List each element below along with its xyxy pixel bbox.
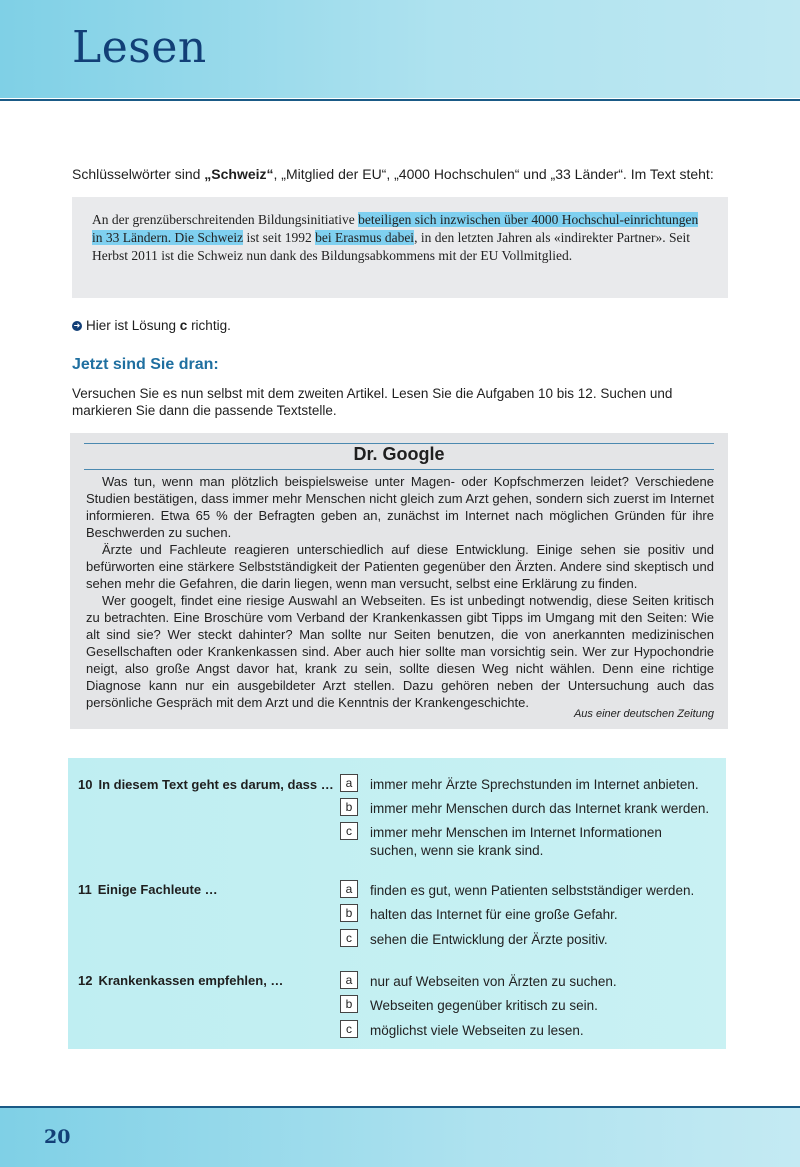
solution-prefix: Hier ist Lösung (86, 318, 180, 333)
option-text: immer mehr Ärzte Sprechstunden im Internet anbieten. (370, 777, 699, 792)
article-rule (84, 469, 714, 470)
header-band (0, 0, 800, 98)
option-text: halten das Internet für eine große Gefahr. (370, 907, 618, 922)
option-checkbox[interactable]: a (340, 880, 358, 898)
task-number: 12 (78, 973, 93, 988)
header-divider (0, 99, 800, 101)
task-box (68, 758, 726, 1049)
option-text: nur auf Webseiten von Ärzten zu suchen. (370, 974, 617, 989)
quote-box (72, 197, 728, 298)
article-paragraph: Wer googelt, findet eine riesige Auswahl an Webseiten. Es ist unbedingt notwendig, diese Seiten kritisch zu betrachten. Eine Broschüre vom Verband der Krankenkassen gibt Tipps im Umgang mit den Seiten: Wie alt sind sie? Wer steckt dahinter? Man sollte nur Seiten benutzen, die von anerkannten medizinischen Gesellschaften oder Krankenkassen sind. Aber auch hier sollte man vorsichtig sein. Wer zur Hypochondrie neigt, also große Angst davor hat, krank zu sein, sollte diesen Weg nicht wählen. Denn eine richtige Diagnose kann nur ein ausgebildeter Arzt stellen. Dazu gehören neben der Untersuchung auch das persönliche Gespräch mit dem Arzt und die Kenntnis der Krankengeschichte. (86, 593, 714, 710)
quote-highlight: beteiligen sich inzwischen über 4000 Hochschul-einrichtungen in 33 Ländern. Die Schweiz (92, 212, 699, 245)
option-checkbox[interactable]: b (340, 904, 358, 922)
solution-line (72, 318, 231, 333)
arrow-right-icon: ➜ (73, 321, 81, 331)
task-question-text: Krankenkassen empfehlen, … (98, 973, 284, 988)
option-text: immer mehr Menschen im Internet Informationen suchen, wenn sie krank sind. (370, 825, 662, 858)
article-title: Dr. Google (353, 444, 445, 464)
page-title: Lesen (72, 22, 207, 73)
quote-part: , in den letzten Jahren als «indirekter Partner». Seit Herbst 2011 ist die Schweiz nun dank des Bildungsabkommens mit der EU Vollmitglied. (92, 230, 690, 263)
article-body (86, 473, 714, 711)
option-checkbox[interactable]: c (340, 929, 358, 947)
option-checkbox[interactable]: c (340, 822, 358, 840)
section-heading: Jetzt sind Sie dran: (72, 356, 219, 373)
quote-part: ist seit 1992 (243, 230, 316, 245)
solution-suffix: richtig. (187, 318, 231, 333)
task-question (78, 973, 338, 988)
task-question-text: In diesem Text geht es darum, dass … (98, 777, 334, 792)
article-paragraph: Ärzte und Fachleute reagieren unterschiedlich auf diese Entwicklung. Einige sehen sie positiv und befürworten eine stärkere Selbstständigkeit der Patienten gegenüber den Ärzten. Andere sind skeptisch und sehen mehr die Gefahren, die darin liegen, wenn man versucht, selbst eine Erklärung zu finden. (86, 542, 714, 591)
option-text: immer mehr Menschen durch das Internet krank werden. (370, 801, 710, 816)
article-source: Aus einer deutschen Zeitung (573, 708, 714, 720)
quote-part: An der grenzüberschreitenden Bildungsinitiative (92, 212, 359, 227)
option-checkbox[interactable]: a (340, 971, 358, 989)
intro-prefix: Schlüsselwörter sind (72, 166, 205, 182)
option-checkbox[interactable]: a (340, 774, 358, 792)
article-box (70, 433, 728, 729)
intro-text (72, 165, 752, 183)
quote-highlight: bei Erasmus dabei (315, 230, 415, 245)
option-text: sehen die Entwicklung der Ärzte positiv. (370, 932, 608, 947)
footer-band (0, 1108, 800, 1167)
task-number: 11 (78, 882, 92, 897)
option-text: möglichst viele Webseiten zu lesen. (370, 1023, 584, 1038)
option-text: Webseiten gegenüber kritisch zu sein. (370, 998, 598, 1013)
quote-text (92, 211, 708, 265)
intro-keyword: „Schweiz“ (204, 166, 274, 182)
task-question (78, 882, 338, 897)
article-paragraph: Was tun, wenn man plötzlich beispielsweise unter Magen- oder Kopfschmerzen leidet? Verschiedene Studien bestätigen, dass immer mehr Menschen nicht gleich zum Arzt gehen, sondern sich zuerst im Internet informieren. Etwa 65 % der Befragten geben an, zunächst im Internet nach möglichen Gründen für ihre Beschwerden zu suchen. (86, 474, 714, 540)
option-checkbox[interactable]: b (340, 995, 358, 1013)
task-number: 10 (78, 777, 93, 792)
intro-rest: , „Mitglied der EU“, „4000 Hochschulen“ und „33 Länder“. Im Text steht: (273, 166, 714, 182)
option-checkbox[interactable]: b (340, 798, 358, 816)
task-question (78, 777, 338, 792)
page-number: 20 (44, 1126, 71, 1148)
task-question-text: Einige Fachleute … (97, 882, 218, 897)
option-text: finden es gut, wenn Patienten selbstständiger werden. (370, 883, 695, 898)
solution-letter: c (179, 318, 188, 333)
option-checkbox[interactable]: c (340, 1020, 358, 1038)
instructions-text: Versuchen Sie es nun selbst mit dem zweiten Artikel. Lesen Sie die Aufgaben 10 bis 12. Suchen und markieren Sie dann die passende Textstelle. (72, 386, 673, 418)
